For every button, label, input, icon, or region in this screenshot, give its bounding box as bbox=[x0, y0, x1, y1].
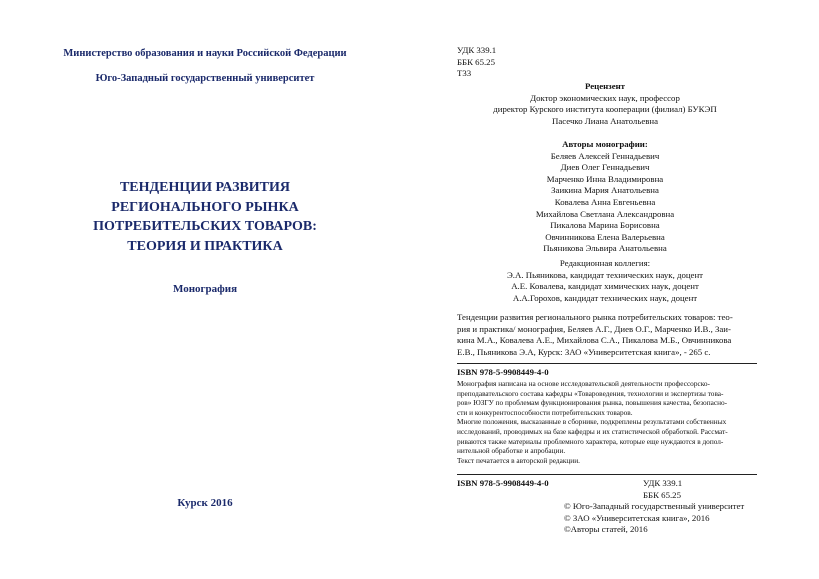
board-member: А.А.Горохов, кандидат технических наук, доцент bbox=[512, 292, 698, 303]
abstract-line: Текст печатается в авторской редакции. bbox=[457, 455, 580, 465]
abstract-line: Многие положения, высказанные в сборнике, подкреплены результатами собственных bbox=[457, 417, 727, 427]
author-mark: Т33 bbox=[457, 68, 472, 79]
bib-line: Е.В., Пьяникова Э.А, Курск: ЗАО «Университетская книга», - 265 с. bbox=[457, 346, 711, 357]
author-name: Марченко Инна Владимировна bbox=[546, 173, 664, 184]
copyright-line: ©Авторы статей, 2016 bbox=[564, 524, 648, 535]
title-line: ТЕНДЕНЦИИ РАЗВИТИЯ bbox=[119, 180, 291, 195]
authors-heading: Авторы монографии: bbox=[562, 139, 648, 149]
city-year: Курск 2016 bbox=[177, 497, 233, 509]
reviewer-line: Пасечко Лиана Анатольевна bbox=[551, 115, 658, 126]
author-name: Ковалева Анна Евгеньевна bbox=[554, 196, 656, 207]
ministry-name: Министерство образования и науки Российской Федерации bbox=[63, 48, 347, 59]
author-name: Диев Олег Геннадьевич bbox=[560, 162, 650, 173]
editorial-board-block bbox=[457, 258, 753, 304]
authors-block bbox=[457, 139, 753, 255]
abstract-line: исследований, проводимых на базе кафедры и их статистической обработкой. Рассмат- bbox=[457, 426, 728, 436]
copyright-line: © ЗАО «Университетская книга», 2016 bbox=[564, 512, 710, 523]
udk-code: УДК 339.1 bbox=[643, 478, 683, 488]
university-name: Юго-Западный государственный университет bbox=[95, 73, 315, 84]
divider bbox=[457, 474, 757, 475]
isbn: ISBN 978-5-9908449-4-0 bbox=[457, 367, 549, 377]
title-line: ПОТРЕБИТЕЛЬСКИХ ТОВАРОВ: bbox=[93, 219, 317, 234]
copyright-block bbox=[564, 501, 744, 536]
title-line: ТЕОРИЯ И ПРАКТИКА bbox=[127, 238, 283, 254]
abstract-line: сти и конкурентоспособности потребительских товаров. bbox=[457, 407, 633, 417]
divider bbox=[457, 363, 757, 364]
author-name: Пьяникова Эльвира Анатольевна bbox=[543, 243, 667, 254]
reviewer-block bbox=[457, 81, 753, 127]
reviewer-heading: Рецензент bbox=[584, 81, 626, 91]
udk-code: УДК 339.1 bbox=[457, 45, 497, 55]
author-name: Заикина Мария Анатольевна bbox=[551, 185, 659, 196]
abstract-line: ров» ЮЗГУ по проблемам функционирования рынка, повышения качества, безопасно- bbox=[457, 398, 728, 408]
bottom-isbn: ISBN 978-5-9908449-4-0 bbox=[457, 478, 549, 488]
book-title bbox=[0, 178, 410, 256]
reviewer-line: директор Курского института кооперации (филиал) БУКЭП bbox=[493, 104, 717, 115]
abstract-line: преподавательского состава кафедры «Товароведения, технологии и экспертизы това- bbox=[457, 388, 724, 398]
bib-line: Тенденции развития регионального рынка потребительских товаров: тео- bbox=[457, 312, 733, 322]
abstract-line: риваются также материалы проблемного характера, которые еще нуждаются в допол- bbox=[457, 436, 724, 446]
author-name: Беляев Алексей Геннадьевич bbox=[550, 150, 660, 161]
abstract-line: Монография написана на основе исследовательской деятельности профессорско- bbox=[457, 379, 710, 388]
author-name: Михайлова Светлана Александровна bbox=[535, 208, 675, 219]
book-type: Монография bbox=[172, 283, 238, 295]
board-member: Э.А. Пьяникова, кандидат технических наук, доцент bbox=[506, 269, 704, 280]
right-page bbox=[410, 0, 819, 579]
bibliographic-description bbox=[457, 312, 753, 358]
author-name: Пикалова Марина Борисовна bbox=[550, 220, 660, 231]
copyright-line: © Юго-Западный государственный университет bbox=[564, 501, 745, 511]
board-member: А.Е. Ковалева, кандидат химических наук, доцент bbox=[511, 281, 699, 292]
author-name: Овчинникова Елена Валерьевна bbox=[545, 231, 665, 242]
bbk-code: ББК 65.25 bbox=[643, 489, 681, 500]
abstract bbox=[457, 379, 757, 465]
bbk-code: ББК 65.25 bbox=[457, 56, 495, 67]
title-line: РЕГИОНАЛЬНОГО РЫНКА bbox=[111, 199, 299, 215]
bib-line: рия и практика/ монография, Беляев А.Г., Диев О.Г., Марченко И.В., Заи- bbox=[457, 323, 731, 334]
classification-codes bbox=[457, 45, 496, 80]
bib-line: кина М.А., Ковалева А.Е., Михайлова С.А., Пикалова М.Б., Овчинникова bbox=[457, 335, 732, 346]
board-heading: Редакционная коллегия: bbox=[559, 258, 651, 268]
abstract-line: нительной обработке и апробации. bbox=[457, 446, 566, 456]
reviewer-line: Доктор экономических наук, профессор bbox=[530, 92, 680, 103]
bottom-classification-codes bbox=[643, 478, 682, 501]
